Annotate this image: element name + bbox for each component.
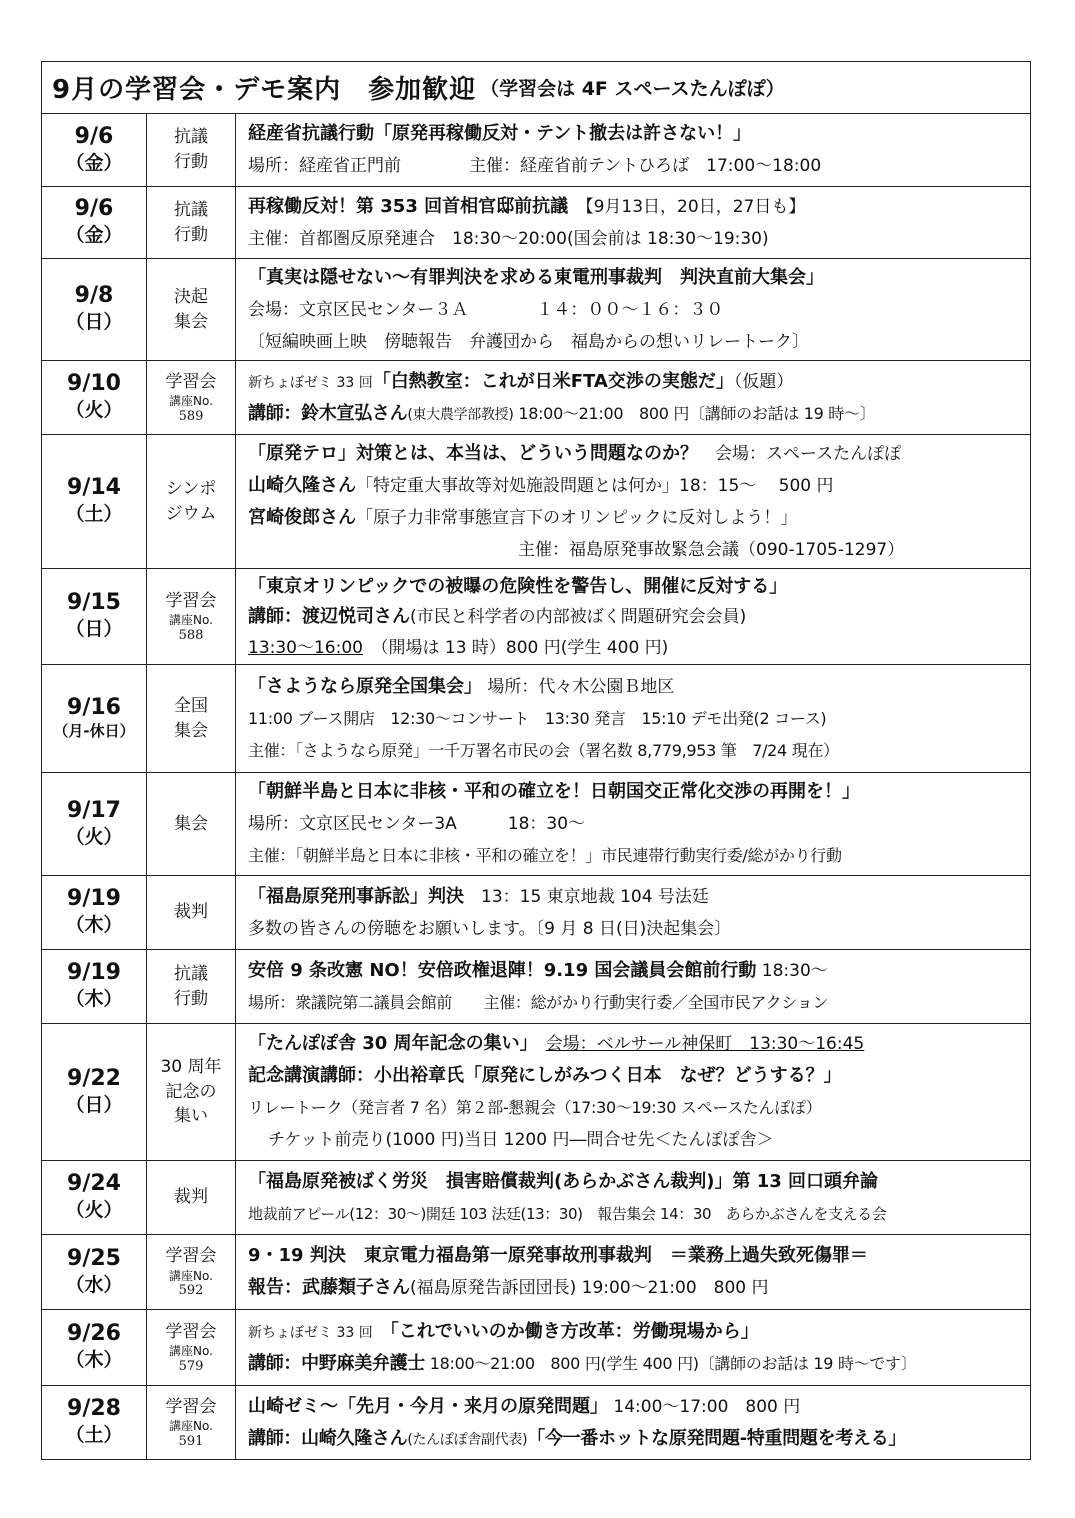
event-venue: 13：15 東京地裁 104 号法廷	[464, 886, 709, 907]
schedule-row	[42, 773, 1030, 876]
event-date: 9/22	[67, 1065, 121, 1091]
type-cell	[147, 773, 236, 875]
event-title: 9・19 判決 東京電力福島第一原発事故刑事裁判 ＝業務上過失致死傷罪＝	[248, 1245, 868, 1266]
event-title: 「真実は隠せない～有罪判決を求める東電刑事裁判 判決直前大集会」	[248, 266, 824, 288]
event-date: 9/10	[67, 371, 121, 396]
event-date: 9/25	[67, 1245, 121, 1271]
event-title: 再稼働反対！第 353 回首相官邸前抗議	[248, 195, 569, 217]
type-cell	[147, 569, 236, 664]
event-weekday: （日）	[65, 618, 123, 641]
event-info: 18:00～21:00 800 円〔講師のお話は 19 時～〕	[513, 403, 876, 423]
series-label: 新ちょぼゼミ 33 回	[248, 1324, 373, 1341]
event-weekday: （月-休日）	[53, 722, 135, 741]
event-details	[236, 1310, 1030, 1385]
event-venue: 場所：代々木公園Ｂ地区	[482, 676, 675, 697]
lecturer: 講師：中野麻美弁護士	[248, 1352, 425, 1374]
event-title: 「さようなら原発全国集会」	[248, 675, 482, 697]
type-cell	[147, 1310, 236, 1385]
schedule-row	[42, 1235, 1030, 1310]
event-type: 学習会	[165, 371, 217, 392]
event-weekday: （金）	[65, 151, 123, 174]
event-info: 場所：経産省正門前 主催：経産省前テントひろば 17:00～18:00	[248, 156, 822, 176]
date-cell	[42, 876, 147, 949]
event-date: 9/19	[67, 886, 121, 911]
date-cell	[42, 569, 147, 664]
event-details	[236, 1024, 1030, 1160]
event-organizer: 主催：「朝鮮半島と日本に非核・平和の確立を！」市民連帯行動実行委/総がかり行動	[248, 846, 842, 865]
event-type: 学習会	[165, 1321, 217, 1342]
schedule-row	[42, 569, 1030, 665]
event-weekday: （火）	[65, 825, 123, 848]
lecture-label: 講座No.	[169, 1268, 213, 1283]
date-cell	[42, 1161, 147, 1234]
date-cell	[42, 435, 147, 568]
talk-title: 「原子力非常事態宣言下のオリンピックに反対しよう！」	[356, 507, 798, 528]
lecture-number: 592	[178, 1283, 204, 1299]
type-cell	[147, 435, 236, 568]
event-venue: 場所：文京区民センター3A 18：30～	[248, 814, 586, 834]
talk-title: 「特定重大事故等対処施設問題とは何か」18：15～ 500 円	[356, 475, 834, 496]
event-type: 裁判	[174, 1187, 208, 1208]
keynote: 記念講演講師：小出裕章氏「原発にしがみつく日本 なぜ？どうする？」	[248, 1065, 842, 1086]
schedule-row	[42, 114, 1030, 187]
date-cell	[42, 665, 147, 772]
event-title: 「これでいいのか働き方改革：労働現場から」	[389, 1320, 759, 1342]
event-info: 主催：首都圏反原発連合 18:30～20:00(国会前は 18:30～19:30)	[248, 228, 769, 249]
event-weekday: （水）	[65, 1273, 123, 1296]
event-time: 14:00～17:00 800 円	[608, 1396, 801, 1417]
event-info: (福島原発告訴団団長) 19:00～21:00 800 円	[410, 1278, 769, 1298]
lecture-label: 講座No.	[169, 613, 213, 628]
event-title: 安倍 9 条改憲 NO！安倍政権退陣！9.19 国会議員会館前行動	[248, 959, 757, 981]
event-weekday: （火）	[65, 1199, 123, 1222]
page-title	[42, 62, 1030, 114]
event-weekday: （火）	[65, 399, 123, 422]
lecturer: 報告：武藤類子さん	[248, 1277, 410, 1298]
event-details	[236, 1235, 1030, 1309]
date-cell	[42, 187, 147, 258]
lecture-number: 579	[178, 1358, 204, 1374]
schedule-row	[42, 1386, 1030, 1459]
lecturer: 講師：山崎久隆さん	[248, 1427, 408, 1449]
title-subtitle: （学習会は 4F スペースたんぽぽ）	[480, 78, 785, 100]
event-details	[236, 773, 1030, 875]
event-title: 経産省抗議行動「原発再稼働反対・テント撤去は許さない！」	[248, 123, 752, 144]
event-title: 「東京オリンピックでの被曝の危険性を警告し、開催に反対する」	[248, 576, 788, 597]
lecturer: 講師：渡辺悦司さん	[248, 606, 410, 628]
event-date: 9/16	[67, 694, 121, 720]
speaker: 山崎久隆さん	[248, 474, 356, 496]
event-weekday: （木）	[65, 914, 123, 937]
schedule-row	[42, 259, 1030, 361]
event-title: 「たんぽぽ舎 30 周年記念の集い」	[248, 1033, 529, 1054]
event-time: 18:30～	[756, 960, 828, 981]
schedule-row	[42, 950, 1030, 1024]
event-type: 決起 集会	[174, 286, 208, 332]
event-date: 9/24	[67, 1171, 121, 1196]
event-date: 9/26	[67, 1321, 121, 1346]
event-type: シンポ ジウム	[165, 478, 217, 524]
lecture-label: 講座No.	[169, 394, 213, 409]
talk-title: 「今一番ホットな原発問題-特重問題を考える」	[527, 1427, 907, 1449]
event-organizer: 主催：福島原発事故緊急会議（090-1705-1297）	[518, 539, 905, 560]
event-date: 9/6	[74, 123, 114, 149]
event-title: 「原発テロ」対策とは、本当は、どういう問題なのか？	[248, 442, 698, 464]
lecture-number: 591	[178, 1433, 204, 1449]
type-cell	[147, 1235, 236, 1309]
event-date: 9/17	[67, 797, 121, 823]
lecture-number: 589	[178, 408, 204, 424]
event-weekday: （金）	[65, 224, 123, 247]
date-cell	[42, 259, 147, 360]
event-info: 場所：衆議院第二議員会館前 主催：総がかり行動実行委／全国市民アクション	[248, 992, 829, 1012]
event-type: 全国 集会	[174, 695, 208, 741]
event-weekday: （日）	[65, 311, 123, 334]
lecturer-affiliation: (市民と科学者の内部被ばく問題研究会会員)	[410, 607, 747, 628]
event-weekday: （木）	[65, 988, 123, 1011]
event-type: 30 周年 記念の 集い	[160, 1057, 222, 1127]
schedule-row	[42, 1310, 1030, 1386]
event-date: 9/8	[74, 283, 114, 308]
event-info: （開場は 13 時）800 円(学生 400 円)	[362, 637, 669, 658]
event-date: 9/15	[67, 590, 121, 615]
event-details	[236, 569, 1030, 664]
title-main: 9月の学習会・デモ案内 参加歓迎	[52, 75, 477, 105]
event-details	[236, 435, 1030, 568]
schedule-row	[42, 187, 1030, 259]
event-note: （仮題）	[733, 371, 794, 392]
event-venue: 会場：スペースたんぽぽ	[698, 443, 902, 464]
event-program: リレートーク（発言者 7 名）第２部-懇親会（17:30～19:30 スペースたんぽぽ）	[248, 1098, 822, 1117]
event-type: 抗議 行動	[174, 199, 208, 245]
schedule-row	[42, 876, 1030, 950]
event-date: 9/6	[74, 196, 114, 221]
type-cell	[147, 876, 236, 949]
event-venue: 会場：文京区民センター３Ａ １４：００～１６：３０	[248, 299, 724, 320]
date-cell	[42, 773, 147, 875]
event-info: 地裁前アピール(12：30～)開廷 103 法廷(13：30) 報告集会 14：30 あらかぶさんを支える会	[248, 1204, 887, 1223]
type-cell	[147, 1161, 236, 1234]
event-type: 裁判	[174, 902, 208, 923]
event-details	[236, 361, 1030, 434]
event-date: 9/28	[67, 1396, 121, 1421]
event-type: 学習会	[165, 1246, 217, 1267]
event-details	[236, 187, 1030, 258]
lecture-number: 588	[178, 627, 204, 643]
event-type: 抗議 行動	[174, 963, 208, 1009]
type-cell	[147, 1386, 236, 1459]
event-schedule-sheet	[41, 61, 1031, 1460]
event-weekday: （木）	[65, 1349, 123, 1372]
event-title: 山崎ゼミ～「先月・今月・来月の原発問題」	[248, 1395, 608, 1417]
event-title: 「朝鮮半島と日本に非核・平和の確立を！日朝国交正常化交渉の再開を！」	[248, 781, 860, 802]
event-details	[236, 259, 1030, 360]
schedule-row	[42, 665, 1030, 773]
event-venue: 会場：ベルサール神保町 13:30～16:45	[545, 1034, 865, 1054]
event-details	[236, 1386, 1030, 1459]
event-details	[236, 950, 1030, 1023]
event-details	[236, 665, 1030, 772]
event-info: 18:00～21:00 800 円(学生 400 円)〔講師のお話は 19 時～です〕	[425, 1353, 917, 1373]
type-cell	[147, 1024, 236, 1160]
type-cell	[147, 665, 236, 772]
schedule-row	[42, 1161, 1030, 1235]
ticket-info: チケット前売り(1000 円)当日 1200 円―問合せ先＜たんぽぽ舎＞	[268, 1130, 774, 1150]
lecturer-affiliation: (たんぽぽ舎副代表)	[407, 1431, 528, 1448]
speaker: 宮崎俊郎さん	[248, 506, 356, 528]
date-cell	[42, 1235, 147, 1309]
schedule-row	[42, 361, 1030, 435]
date-cell	[42, 1024, 147, 1160]
event-date: 9/14	[67, 475, 121, 500]
date-cell	[42, 1386, 147, 1459]
event-program: 〔短編映画上映 傍聴報告 弁護団から 福島からの想いリレートーク〕	[248, 331, 809, 352]
event-note: 【9月13日，20日，27日も】	[568, 196, 806, 217]
date-cell	[42, 950, 147, 1023]
type-cell	[147, 361, 236, 434]
event-info: 多数の皆さんの傍聴をお願いします。〔9 月 8 日(日)決起集会〕	[248, 918, 732, 939]
event-details	[236, 114, 1030, 186]
event-weekday: （土）	[65, 503, 123, 526]
series-label: 新ちょぼゼミ 33 回	[248, 374, 373, 391]
event-details	[236, 1161, 1030, 1234]
lecture-label: 講座No.	[169, 1344, 213, 1359]
event-title: 「白熱教室：これが日米FTA交渉の実態だ」	[372, 370, 734, 392]
event-date: 9/19	[67, 960, 121, 985]
event-type: 学習会	[165, 1396, 217, 1417]
lecture-label: 講座No.	[169, 1419, 213, 1434]
lecturer-affiliation: (東大農学部教授)	[407, 406, 514, 423]
type-cell	[147, 950, 236, 1023]
event-schedule: 11:00 ブース開店 12:30～コンサート 13:30 発言 15:10 デモ出発(2 コース)	[248, 708, 827, 728]
event-title: 「福島原発刑事訴訟」判決	[248, 885, 464, 907]
event-weekday: （土）	[65, 1424, 123, 1447]
date-cell	[42, 361, 147, 434]
event-type: 集会	[174, 813, 208, 834]
date-cell	[42, 114, 147, 186]
event-type: 学習会	[165, 590, 217, 611]
event-weekday: （日）	[65, 1093, 123, 1116]
lecturer: 講師：鈴木宣弘さん	[248, 402, 408, 424]
event-organizer: 主催：「さようなら原発」一千万署名市民の会（署名数 8,779,953 筆 7/24 現在）	[248, 740, 839, 760]
schedule-row	[42, 1024, 1030, 1161]
date-cell	[42, 1310, 147, 1385]
event-title: 「福島原発被ばく労災 損害賠償裁判(あらかぶさん裁判)」第 13 回口頭弁論	[248, 1170, 879, 1192]
event-time: 13:30～16:00	[248, 637, 363, 658]
event-type: 抗議 行動	[174, 127, 208, 172]
type-cell	[147, 114, 236, 186]
type-cell	[147, 187, 236, 258]
type-cell	[147, 259, 236, 360]
schedule-row	[42, 435, 1030, 569]
event-details	[236, 876, 1030, 949]
